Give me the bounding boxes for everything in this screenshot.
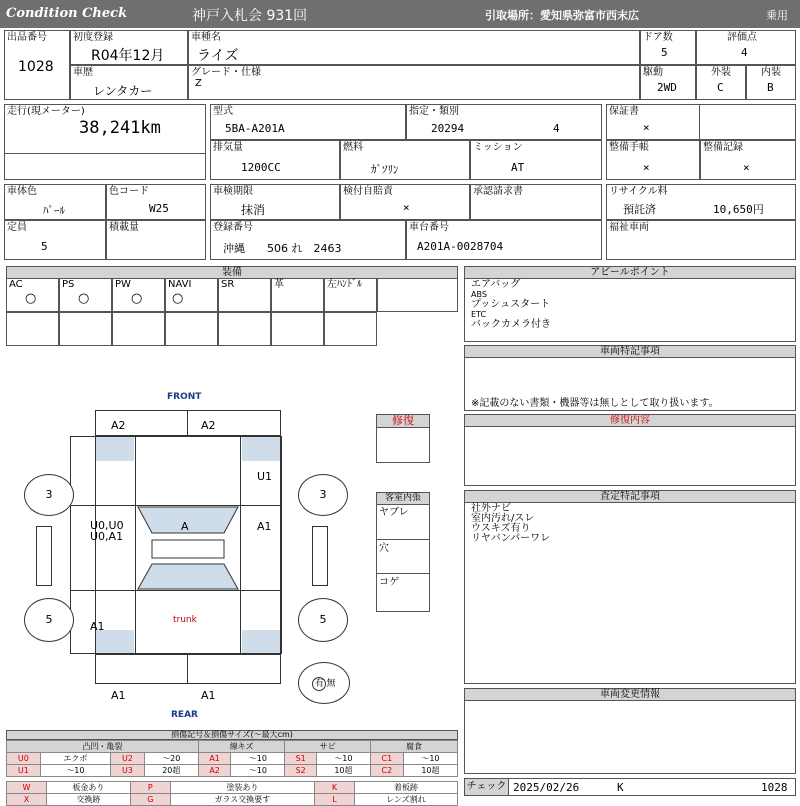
windshield-glass <box>136 506 240 590</box>
mirror-left <box>36 526 52 586</box>
car-diagram: FRONT REAR A2 A2 A U1 U0,U0 U0,A1 A1 trunk A1 A1 A1 3 3 5 5 有 無 <box>0 380 370 725</box>
category-label: 乗用 <box>766 9 788 22</box>
designation-cell: 指定・類別 20294 4 <box>406 104 602 140</box>
capacity-cell: 定員 5 <box>4 220 106 260</box>
special-title: 車両特記事項 <box>464 345 796 358</box>
doors-cell: ドア数 5 <box>640 30 696 65</box>
equipment-title: 装備 <box>6 266 458 279</box>
welfare-cell: 福祉車両 <box>606 220 796 260</box>
manual-cell: 整備手帳 × <box>606 140 700 180</box>
wheel-front-right: 3 <box>298 474 348 516</box>
auction-title: 神戸入札会 931回 <box>192 8 308 24</box>
headlight-left <box>96 437 134 461</box>
taillight-right <box>242 630 280 653</box>
score-cell: 評価点 4 <box>696 30 796 65</box>
first-reg-value: R04年12月 <box>91 48 165 64</box>
inspector: K <box>617 781 624 794</box>
spare-tire: 有 無 <box>298 662 350 704</box>
check-date: 2025/02/26 <box>513 781 580 794</box>
drive-cell: 駆動 2WD <box>640 65 696 100</box>
fuel-cell: 燃料 ｶﾞｿﾘﾝ <box>340 140 470 180</box>
exterior-cell: 外装 C <box>696 65 746 100</box>
footer-lot: 1028 <box>761 781 788 794</box>
appeal-title: アピールポイント <box>464 266 796 279</box>
wheel-rear-left: 5 <box>24 598 74 642</box>
repair-label: 修復 <box>376 414 430 428</box>
equip-leather: 革 <box>271 278 324 312</box>
load-cell: 積載量 <box>106 220 206 260</box>
equip-sr: SR <box>218 278 271 312</box>
color-code-cell: 色コード W25 <box>106 184 206 220</box>
plate-cell: 登録番号 沖縄 506 れ 2463 <box>210 220 406 260</box>
damage-legend: 損傷記号＆損傷サイズ(〜最大cm) 凸凹・亀裂 線キズ サビ 腐食 U0 エクボ U2 〜20 A1 〜10 S1 〜10 C1 〜10 U1 〜10 U3 20超 A2 〜10 S2 10超 C2 10超 W 板金あり P 塗装あり K 着板跡 X 交換跡 G ガラス交換要す L レンズ割れ <box>6 730 458 806</box>
appeal-box: エアバッグ ABS プッシュスタート ETC バックカメラ付き <box>464 278 796 342</box>
interior-title: 客室内張 <box>376 492 430 505</box>
equip-navi: NAVI ○ <box>165 278 218 312</box>
interior-box: ヤブレ 穴 コゲ <box>376 504 430 612</box>
chassis-cell: 車台番号 A201A-0028704 <box>406 220 602 260</box>
change-title: 車両変更情報 <box>464 688 796 701</box>
interior-cell: 内装 B <box>746 65 796 100</box>
mileage-value: 38,241km <box>79 118 161 138</box>
change-box <box>464 700 796 774</box>
grade-cell: グレード・仕様 Z <box>188 65 640 100</box>
mirror-right <box>312 526 328 586</box>
repair-content-box <box>464 426 796 486</box>
wheel-front-left: 3 <box>24 474 74 516</box>
equip-pw: PW ○ <box>112 278 165 312</box>
insurance-cell: 検付自賠責 × <box>340 184 470 220</box>
equip-lhd: 左ﾊﾝﾄﾞﾙ <box>324 278 377 312</box>
header-bar <box>0 0 800 28</box>
rear-label: REAR <box>171 710 198 720</box>
rear-bumper <box>95 654 281 684</box>
displacement-cell: 排気量 1200CC <box>210 140 340 180</box>
repair-box <box>376 427 430 463</box>
lot-number: 1028 <box>18 59 54 75</box>
special-box: ※記載のない書類・機器等は無しとして取り扱います。 <box>464 357 796 411</box>
history-cell: 車歴 レンタカー <box>70 65 188 100</box>
car-name-cell: 車種名 ライズ <box>188 30 640 65</box>
lot-cell: 出品番号 1028 <box>4 30 70 100</box>
recycle-cell: リサイクル料 預託済 10,650円 <box>606 184 796 220</box>
check-footer: チェック 2025/02/26 K 1028 <box>464 778 796 796</box>
repair-content-title: 修復内容 <box>464 414 796 427</box>
assessment-title: 査定特記事項 <box>464 490 796 503</box>
approval-cell: 承認請求書 <box>470 184 602 220</box>
record-cell: 整備記録 × <box>700 140 796 180</box>
inspection-cell: 車検期限 抹消 <box>210 184 340 220</box>
pickup-location: 引取場所：愛知県弥富市西末広 <box>485 9 639 22</box>
brand-title: Condition Check <box>6 6 128 21</box>
color-cell: 車体色 ﾊﾟｰﾙ <box>4 184 106 220</box>
model-cell: 型式 5BA-A201A <box>210 104 406 140</box>
equip-ac: AC ○ <box>6 278 59 312</box>
equip-ps: PS ○ <box>59 278 112 312</box>
car-name-value: ライズ <box>197 48 239 64</box>
first-reg-cell: 初度登録 R04年12月 <box>70 30 188 65</box>
mission-cell: ミッション AT <box>470 140 602 180</box>
headlight-right <box>242 437 280 461</box>
score-value: 4 <box>741 46 748 59</box>
mileage-cell: 走行(現メーター) 38,241km <box>4 104 206 180</box>
assessment-box: 社外ナビ 室内汚れ/スレ ウスキズ有り リヤバンパーワレ <box>464 502 796 684</box>
taillight-left <box>96 630 134 653</box>
wheel-rear-right: 5 <box>298 598 348 642</box>
front-label: FRONT <box>167 392 202 402</box>
warranty-cell: 保証書 × <box>606 104 796 140</box>
